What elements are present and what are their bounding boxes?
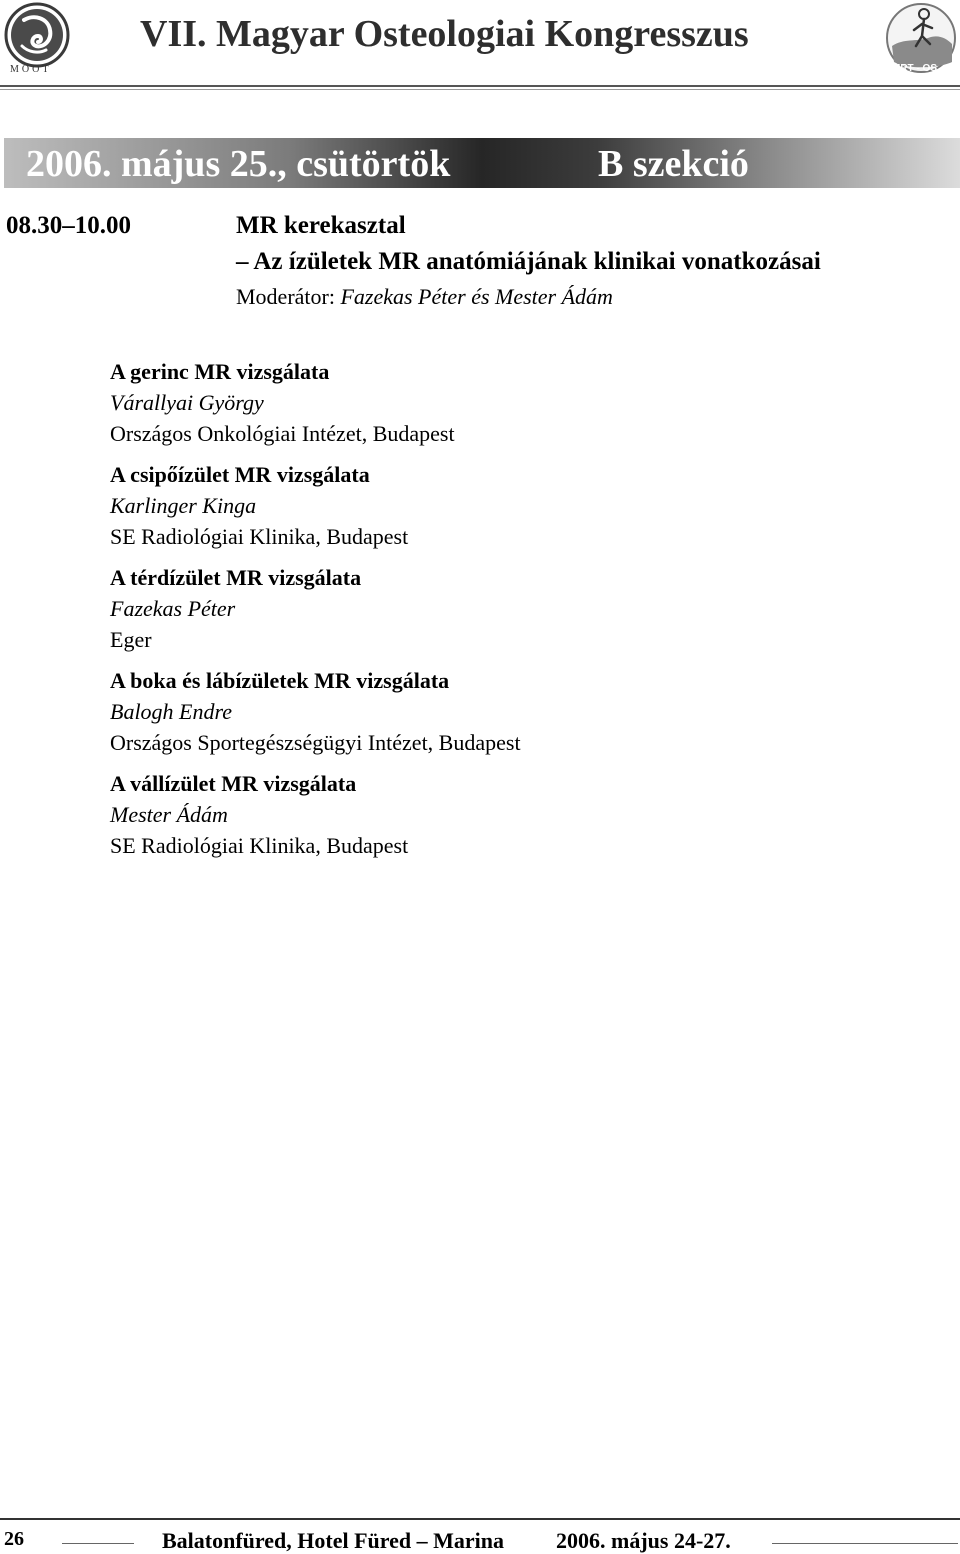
moot-logo-text: MOOT xyxy=(10,64,52,75)
talk-institution: Országos Onkológiai Intézet, Budapest xyxy=(110,421,455,446)
moderator-label: Moderátor: xyxy=(236,284,335,309)
mrt-os-logo-text: MRT - OS xyxy=(892,63,937,74)
day-date: 2006. május 25., csütörtök xyxy=(26,143,451,185)
talk-title: A boka és lábízületek MR vizsgálata xyxy=(110,668,450,693)
session-time: 08.30–10.00 xyxy=(6,212,131,239)
day-banner xyxy=(4,138,960,188)
talk-item xyxy=(110,768,930,861)
talk-list xyxy=(110,356,930,871)
session-subtitle: – Az ízületek MR anatómiájának klinikai vonatkozásai xyxy=(236,248,821,275)
talk-item xyxy=(110,562,930,655)
talk-item xyxy=(110,665,930,758)
talk-author: Balogh Endre xyxy=(110,699,232,724)
section-label: B szekció xyxy=(598,143,749,185)
talk-institution: SE Radiológiai Klinika, Budapest xyxy=(110,833,409,858)
talk-title: A csipőízület MR vizsgálata xyxy=(110,462,370,487)
talk-author: Fazekas Péter xyxy=(110,596,236,621)
talk-author: Karlinger Kinga xyxy=(110,493,257,518)
footer-rule xyxy=(0,1518,960,1520)
talk-institution: Országos Sportegészségügyi Intézet, Budapest xyxy=(110,730,521,755)
talk-author: Mester Ádám xyxy=(110,802,228,827)
header-rule xyxy=(0,85,960,87)
talk-item xyxy=(110,459,930,552)
page-number: 26 xyxy=(4,1528,24,1550)
talk-institution: Eger xyxy=(110,627,152,652)
session-title: MR kerekasztal xyxy=(236,212,406,239)
header-rule-thin xyxy=(0,89,960,90)
talk-item xyxy=(110,356,930,449)
footer-divider xyxy=(62,1543,134,1544)
footer-divider xyxy=(772,1543,958,1544)
page-header xyxy=(0,0,960,92)
session-moderator xyxy=(236,284,613,310)
footer-venue: Balatonfüred, Hotel Füred – Marina xyxy=(162,1528,505,1553)
talk-institution: SE Radiológiai Klinika, Budapest xyxy=(110,524,409,549)
page-footer xyxy=(0,1518,960,1554)
moderator-names: Fazekas Péter és Mester Ádám xyxy=(340,284,613,309)
talk-title: A térdízület MR vizsgálata xyxy=(110,565,362,590)
talk-author: Várallyai György xyxy=(110,390,264,415)
page-title: VII. Magyar Osteologiai Kongresszus xyxy=(140,13,749,55)
footer-dates: 2006. május 24-27. xyxy=(556,1528,731,1553)
talk-title: A vállízület MR vizsgálata xyxy=(110,771,357,796)
talk-title: A gerinc MR vizsgálata xyxy=(110,359,330,384)
